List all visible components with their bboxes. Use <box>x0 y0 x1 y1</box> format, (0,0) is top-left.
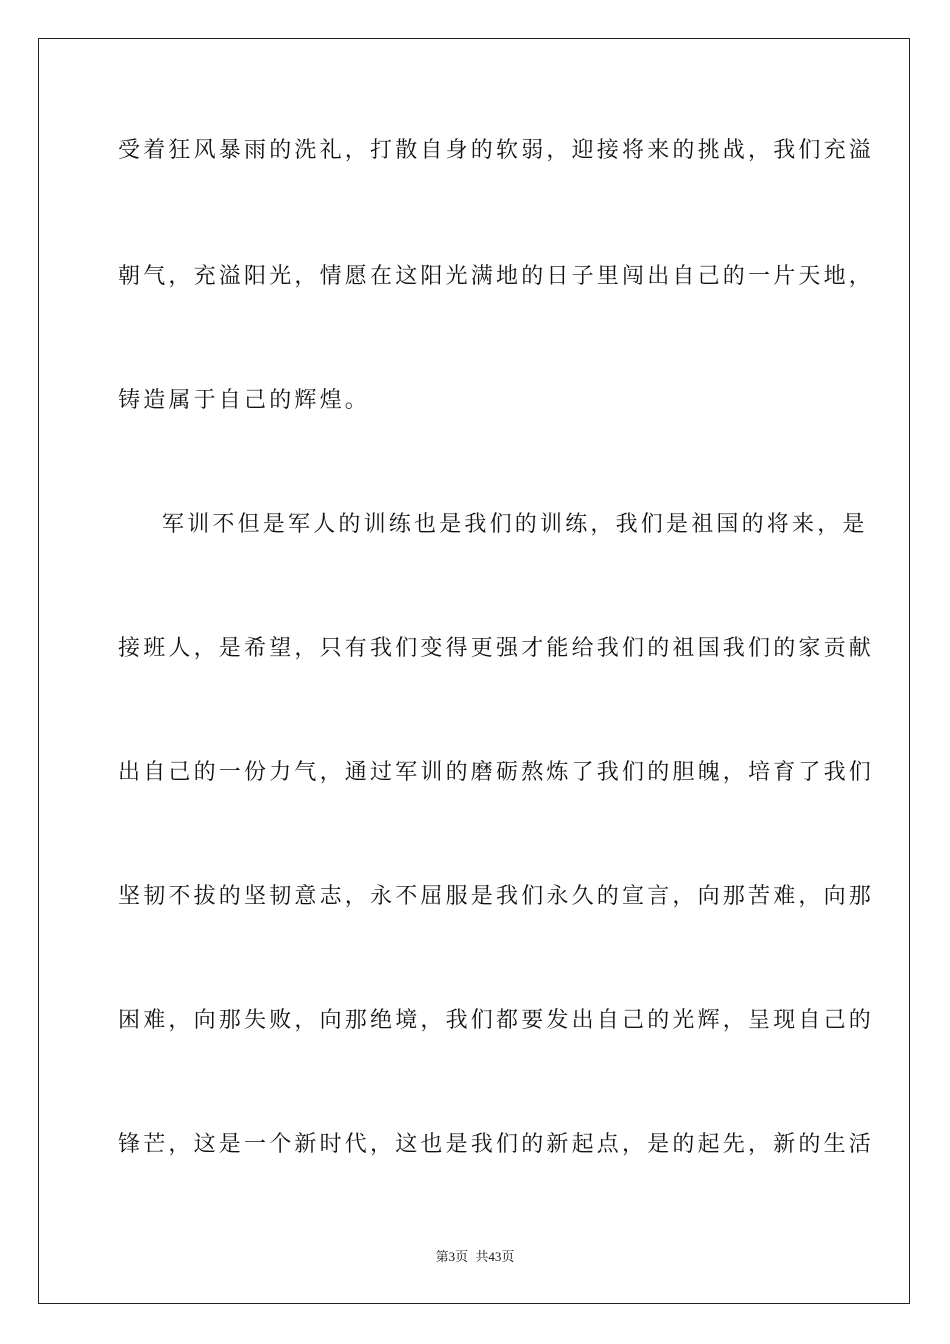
body-line-8: 困难，向那失败，向那绝境，我们都要发出自己的光辉，呈现自己的 <box>118 1008 875 1033</box>
body-line-9: 锋芒，这是一个新时代，这也是我们的新起点，是的起先，新的生活 <box>118 1132 875 1157</box>
body-line-6: 出自己的一份力气，通过军训的磨砺熬炼了我们的胆魄，培育了我们 <box>118 760 875 785</box>
page-footer <box>0 1248 950 1266</box>
body-line-4: 军训不但是军人的训练也是我们的训练，我们是祖国的将来，是 <box>162 512 868 537</box>
body-line-5: 接班人，是希望，只有我们变得更强才能给我们的祖国我们的家贡献 <box>118 636 875 661</box>
page-total: 共43页 <box>475 1249 515 1264</box>
page-border <box>38 38 910 1304</box>
body-line-2: 朝气，充溢阳光，情愿在这阳光满地的日子里闯出自己的一片天地， <box>118 264 875 289</box>
body-line-3: 铸造属于自己的辉煌。 <box>118 388 371 413</box>
body-line-7: 坚韧不拔的坚韧意志，永不屈服是我们永久的宣言，向那苦难，向那 <box>118 884 875 909</box>
body-line-1: 受着狂风暴雨的洗礼，打散自身的软弱，迎接将来的挑战，我们充溢 <box>118 138 875 163</box>
page-number: 第3页 <box>435 1249 469 1264</box>
